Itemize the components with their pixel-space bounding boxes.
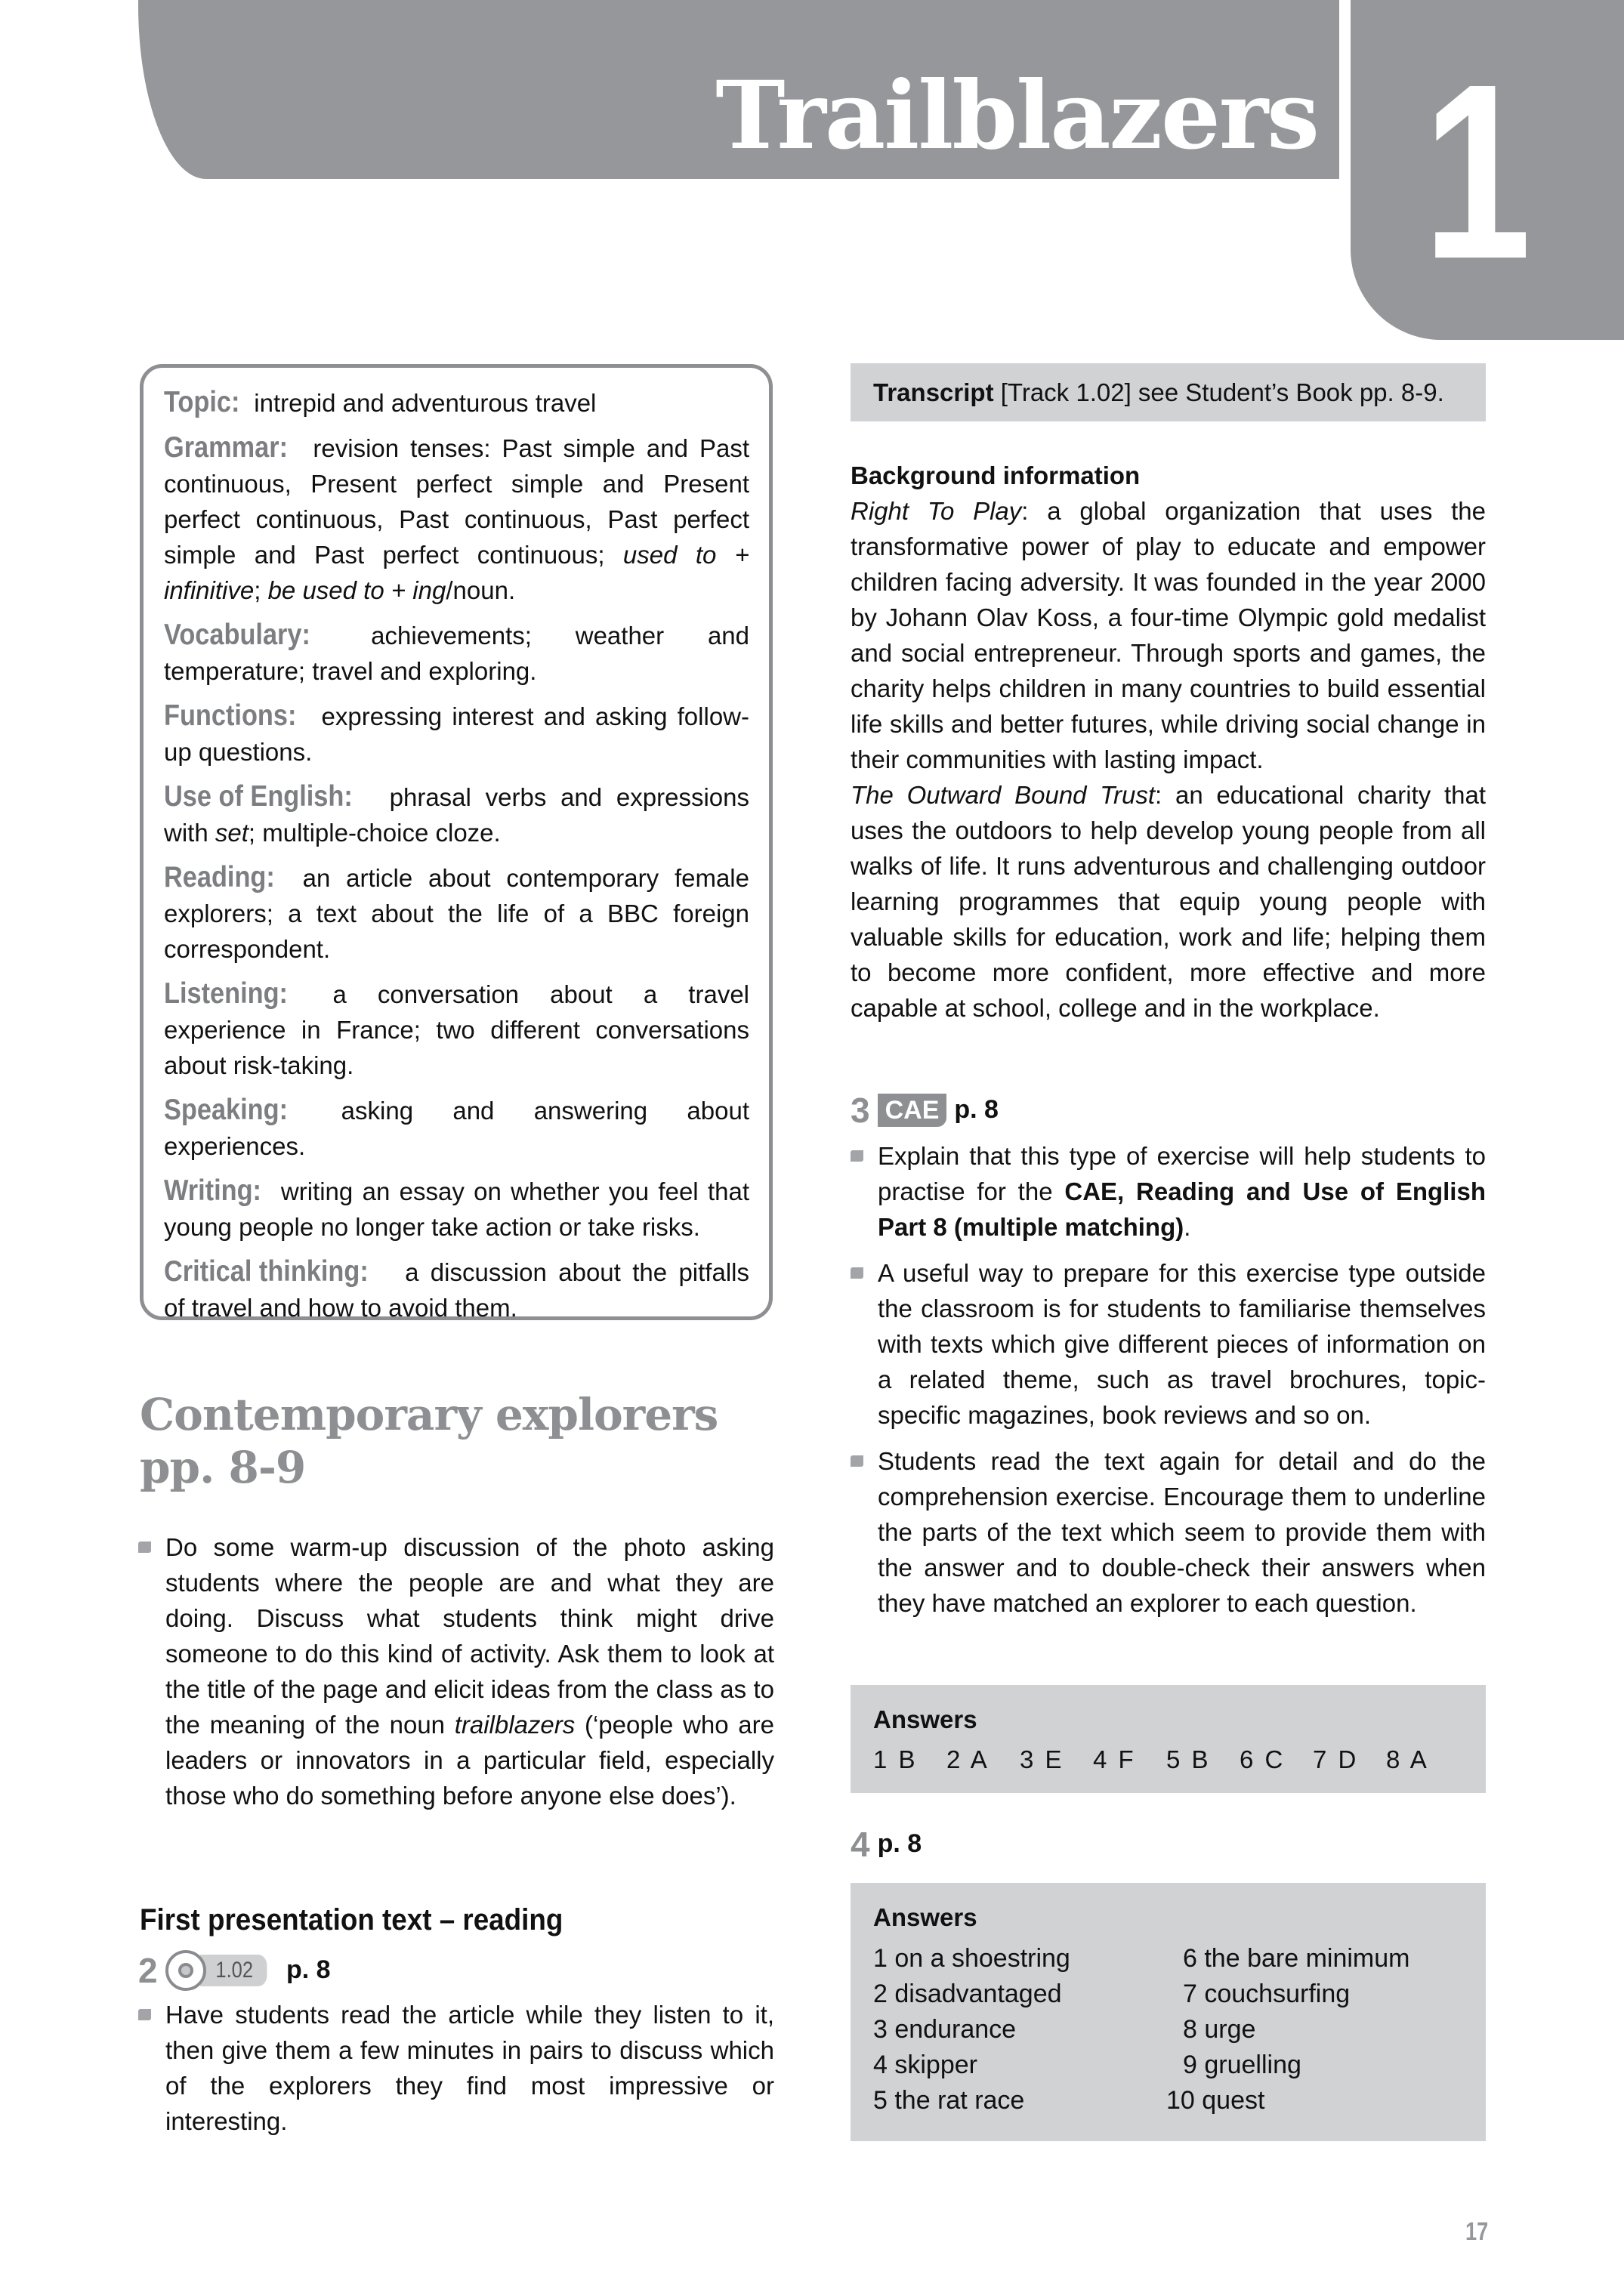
exercise-3-bullet-3: Students read the text again for detail and do the comprehension exercise. Encourage them to underline the parts of the text which seem to provide them with the answer and to double-check their answers when they have matched an explorer to each question. <box>851 1443 1486 1621</box>
overview-functions: Functions: expressing interest and asking follow-up questions. <box>164 699 749 766</box>
page-reference: p. 8 <box>877 1829 922 1858</box>
track-number: 1.02 <box>200 1955 267 1986</box>
exercise-2-block <box>138 1952 774 2139</box>
answer-item: 4 skipper <box>873 2051 977 2079</box>
overview-reading: Reading: an article about contemporary female explorers; a text about the life of a BBC foreign correspondent. <box>164 861 749 963</box>
cae-exam-badge: CAE <box>878 1094 947 1127</box>
exercise-number: 4 <box>851 1824 870 1864</box>
answer-item: 7 D <box>1313 1745 1359 1773</box>
answer-item: 6 the bare minimum <box>1183 1944 1410 1973</box>
section-title: Contemporary explorers pp. 8-9 <box>140 1389 718 1493</box>
background-org-2: The Outward Bound Trust: an educational charity that uses the outdoors to help develop young people from all walks of life. It runs adventurous and challenging outdoor learning programmes that equip young people with valuable skills for education, work and life; helping them to become more confident, more effective and more capable at school, college and in the workplace. <box>851 781 1487 1022</box>
answer-item: 5 B <box>1166 1745 1211 1773</box>
exercise-number: 2 <box>138 1950 158 1990</box>
answers-list <box>873 1737 1463 1782</box>
background-org-1: Right To Play: a global organization that uses the transformative power of play to educate and empower children facing adversity. It was founded in the year 2000 by Johann Olav Koss, a four-time Olympic gold medalist and social entrepreneur. Through sports and games, the charity helps children in many countries to build essential life skills and better futures, while driving social change in their communities with lasting impact. <box>851 497 1486 773</box>
chapter-number: 1 <box>1423 32 1532 310</box>
answers-grid <box>873 1941 1463 2119</box>
answer-item: 6 C <box>1240 1745 1286 1773</box>
bullet-square-icon <box>138 1541 151 1553</box>
first-presentation-heading: First presentation text – reading <box>140 1903 563 1936</box>
answer-item: 2 disadvantaged <box>873 1980 1062 2008</box>
audio-track-badge[interactable] <box>165 1955 279 1986</box>
transcript-box <box>851 363 1486 421</box>
overview-grammar: Grammar: revision tenses: Past simple and Past continuous, Present perfect simple and Present perfect continuous, Past continuous, Past perfect simple and Past perfect continuous; used to + infinitive; be used to + ing/noun. <box>164 431 749 604</box>
answer-item: 5 the rat race <box>873 2086 1025 2115</box>
exercise-number: 3 <box>851 1090 870 1130</box>
bullet-square-icon <box>851 1267 863 1279</box>
answer-item: 1 B <box>873 1745 918 1773</box>
answer-item: 8 urge <box>1183 2015 1256 2044</box>
chapter-number-tab <box>1351 0 1624 340</box>
bullet-square-icon <box>851 1150 863 1162</box>
answer-item: 3 endurance <box>873 2015 1017 2044</box>
answer-item: 9 gruelling <box>1183 2051 1301 2079</box>
bullet-square-icon <box>851 1455 863 1467</box>
transcript-label: Transcript <box>873 378 994 406</box>
exercise-4-header-block <box>851 1826 1486 1862</box>
overview-critical-thinking: Critical thinking: a discussion about the pitfalls of travel and how to avoid them. <box>164 1255 749 1322</box>
background-heading: Background information <box>851 461 1141 489</box>
background-info-block <box>851 458 1486 1026</box>
answer-item: 4 F <box>1093 1745 1136 1773</box>
exercise-2-bullet: Have students read the article while they listen to it, then give them a few minutes in pairs to discuss which of the explorers they find most impressive or interesting. <box>138 1997 774 2139</box>
exercise-4-answers-box <box>851 1883 1486 2141</box>
overview-writing: Writing: writing an essay on whether you feel that young people no longer take action or take risks. <box>164 1174 749 1241</box>
bullet-square-icon <box>138 2009 151 2020</box>
exercise-2-header <box>138 1952 774 1988</box>
overview-listening: Listening: a conversation about a travel experience in France; two different conversations about risk-taking. <box>164 977 750 1079</box>
exercise-3-header <box>851 1092 1486 1128</box>
answer-item: 10 quest <box>1166 2086 1265 2115</box>
unit-overview-box <box>140 364 773 1320</box>
answers-title: Answers <box>873 1903 977 1931</box>
overview-vocabulary: Vocabulary: achievements; weather and temperature; travel and exploring. <box>164 619 750 685</box>
answer-item: 2 A <box>946 1745 990 1773</box>
exercise-3-bullet-2: A useful way to prepare for this exercise type outside the classroom is for students to familiarise themselves with texts which give different pieces of information on a related theme, such as travel brochures, topic-specific magazines, book reviews and so on. <box>851 1255 1486 1433</box>
exercise-3-bullet-1: Explain that this type of exercise will help students to practise for the CAE, Reading and Use of English Part 8 (multiple matching). <box>851 1138 1486 1245</box>
answer-item: 8 A <box>1386 1745 1429 1773</box>
transcript-text: [Track 1.02] see Student’s Book pp. 8-9. <box>993 378 1444 406</box>
exercise-3-block <box>851 1092 1486 1621</box>
overview-topic: Topic: intrepid and adventurous travel <box>164 386 597 418</box>
exercise-3-answers-box <box>851 1685 1486 1793</box>
answer-item: 7 couchsurfing <box>1183 1980 1351 2008</box>
page-number: 17 <box>1465 2217 1489 2246</box>
exercise-4-header <box>851 1826 1486 1862</box>
chapter-title: Trailblazers <box>715 61 1318 171</box>
cd-audio-icon <box>165 1950 206 1991</box>
page-reference: p. 8 <box>286 1955 331 1984</box>
answer-item: 3 E <box>1020 1745 1064 1773</box>
answer-item: 1 on a shoestring <box>873 1944 1070 1973</box>
overview-speaking: Speaking: asking and answering about experiences. <box>164 1094 749 1160</box>
overview-use-of-english: Use of English: phrasal verbs and expressions with set; multiple-choice cloze. <box>164 780 749 847</box>
warmup-block <box>138 1529 774 1813</box>
page-reference: p. 8 <box>954 1095 999 1124</box>
warmup-bullet: Do some warm-up discussion of the photo asking students where the people are and what they are doing. Discuss what students think might drive someone to do this kind of activity. Ask them to look at the title of the page and elicit ideas from the class as to the meaning of the noun trailblazers (‘people who are leaders or innovators in a particular field, especially those who do something before anyone else does’). <box>138 1529 774 1813</box>
answers-title: Answers <box>873 1705 977 1733</box>
chapter-header-bar <box>138 0 1339 179</box>
